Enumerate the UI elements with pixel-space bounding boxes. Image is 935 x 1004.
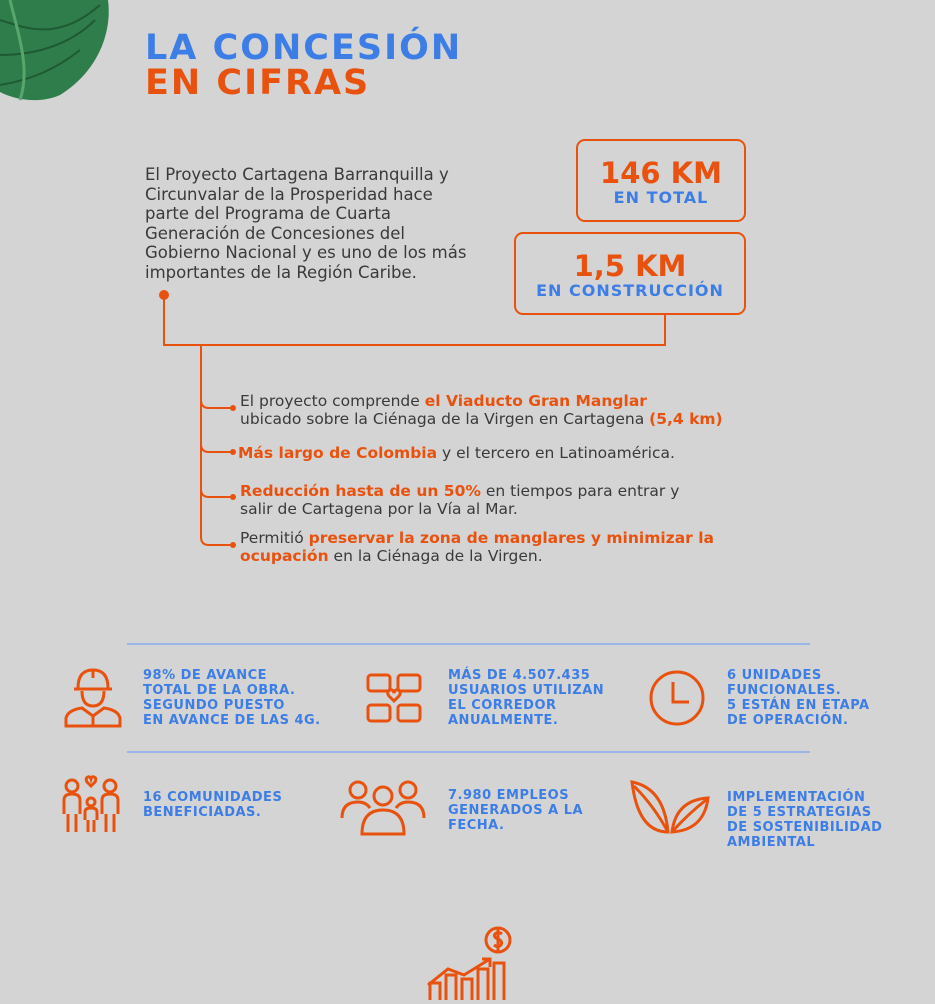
divider-top bbox=[127, 643, 810, 645]
family-icon bbox=[58, 772, 124, 840]
bullet-viaducto: El proyecto comprende el Viaducto Gran Manglar ubicado sobre la Ciénaga de la Virgen en Cartagena (5,4 km) bbox=[240, 392, 723, 428]
page-title-line1: LA CONCESIÓN bbox=[145, 28, 463, 68]
bullet-largest: Más largo de Colombia y el tercero en Latinoamérica. bbox=[238, 444, 675, 462]
figure-communities: 16 COMUNIDADES BENEFICIADAS. bbox=[143, 790, 283, 820]
stat-total-value: 146 KM bbox=[600, 156, 722, 190]
divider-middle bbox=[127, 751, 810, 753]
highlight-largest: Más largo de Colombia bbox=[238, 444, 438, 462]
figure-progress: 98% DE AVANCE TOTAL DE LA OBRA. SEGUNDO PUESTO EN AVANCE DE LAS 4G. bbox=[143, 668, 321, 728]
page-title-line2: EN CIFRAS bbox=[145, 63, 371, 103]
stat-construction-value: 1,5 KM bbox=[573, 249, 687, 283]
stat-total-label: EN TOTAL bbox=[613, 188, 709, 207]
highlight-mangroves: preservar la zona de manglares y minimizar la bbox=[308, 529, 714, 547]
worker-icon bbox=[62, 664, 124, 732]
highlight-length: (5,4 km) bbox=[649, 410, 723, 428]
figure-units: 6 UNIDADES FUNCIONALES. 5 ESTÁN EN ETAPA DE OPERACIÓN. bbox=[727, 668, 870, 728]
people-icon bbox=[340, 778, 426, 840]
highlight-viaducto: el Viaducto Gran Manglar bbox=[424, 392, 647, 410]
figure-sustainability: IMPLEMENTACIÓN DE 5 ESTRATEGIAS DE SOSTENIBILIDAD AMBIENTAL bbox=[727, 790, 883, 850]
leaves-icon bbox=[628, 778, 712, 840]
stat-construction-label: EN CONSTRUCCIÓN bbox=[536, 281, 724, 300]
hands-heart-icon bbox=[362, 669, 426, 731]
figure-users: MÁS DE 4.507.435 USUARIOS UTILIZAN EL CORREDOR ANUALMENTE. bbox=[448, 668, 605, 728]
figure-jobs: 7.980 EMPLEOS GENERADOS A LA FECHA. bbox=[448, 788, 584, 833]
clock-icon bbox=[648, 669, 706, 731]
highlight-reduction: Reducción hasta de un 50% bbox=[240, 482, 481, 500]
bullet-mangroves: Permitió preservar la zona de manglares y minimizar la ocupación en la Ciénaga de la Virgen. bbox=[240, 529, 714, 565]
growth-chart-icon bbox=[424, 925, 514, 1004]
bullet-reduction: Reducción hasta de un 50% en tiempos para entrar y salir de Cartagena por la Vía al Mar. bbox=[240, 482, 680, 518]
intro-paragraph: El Proyecto Cartagena Barranquilla y Circunvalar de la Prosperidad hace parte del Programa de Cuarta Generación de Concesiones del Gobierno Nacional y es uno de los más importantes de la Región Caribe. bbox=[145, 165, 467, 282]
